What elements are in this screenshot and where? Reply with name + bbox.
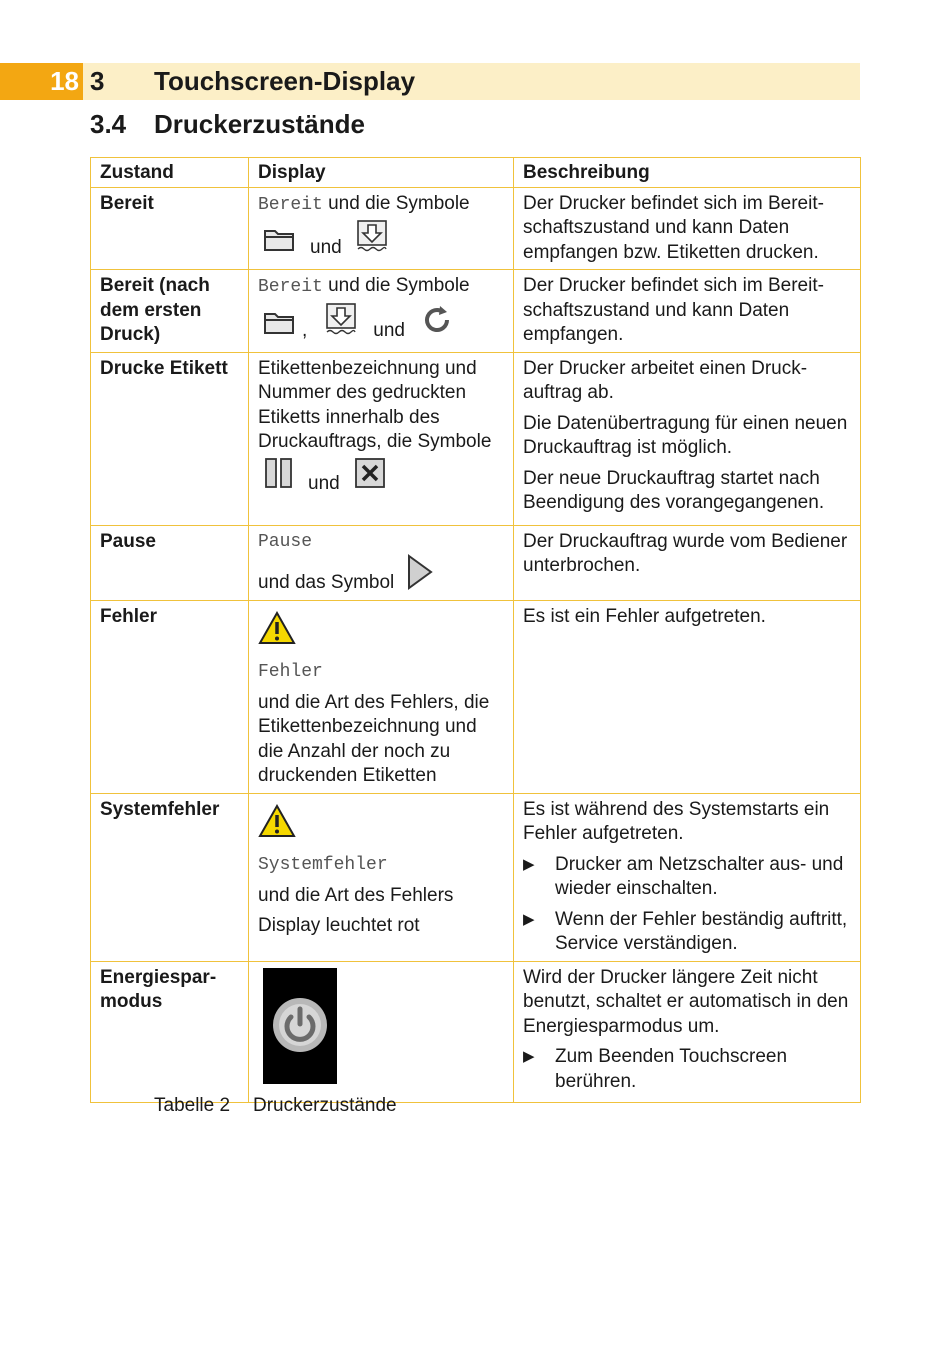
description-paragraph: Der Drucker arbeitet einen Druck-auftrag ab. [523, 357, 808, 403]
display-code: Pause [258, 531, 313, 552]
description-cell: Es ist ein Fehler aufgetreten. [514, 600, 861, 793]
state-cell: Bereit (nach dem ersten Druck) [91, 270, 249, 353]
description-paragraph: Der neue Druckauftrag startet nach Beendigung des vorangegangenen. [523, 467, 825, 513]
folder-icon [262, 225, 296, 261]
display-text: und das Symbol [258, 572, 395, 593]
table-row [91, 352, 861, 525]
bullet-text: Wenn der Fehler beständig auftritt, Service verständigen. [555, 908, 848, 954]
warning-icon [258, 611, 296, 653]
column-header-display: Display [249, 158, 514, 188]
bullet-text: Zum Beenden Touchscreen berühren. [555, 1046, 788, 1092]
description-paragraph: Wird der Drucker längere Zeit nicht benutzt, schaltet er automatisch in den Energiesparmodus um. [523, 966, 849, 1037]
state-cell: Drucke Etikett [91, 352, 249, 525]
section-title: Druckerzustände [154, 109, 365, 139]
bullet-arrow-icon: ▶ [523, 855, 535, 873]
refresh-icon [421, 304, 453, 344]
play-icon [406, 554, 434, 598]
display-text: Etikettenbezeichnung und Nummer des gedruckten Etiketts innerhalb des Druckauftrags, die Symbole [258, 357, 492, 452]
bullet-text: Drucker am Netzschalter aus- und wieder einschalten. [555, 853, 844, 899]
display-text: und die Art des Fehlers [258, 884, 454, 906]
bullet-item [523, 908, 852, 957]
table-row [91, 525, 861, 600]
column-header-description: Beschreibung [514, 158, 861, 188]
chapter-number: 3 [90, 66, 105, 96]
description-cell [514, 961, 861, 1102]
bullet-arrow-icon: ▶ [523, 910, 535, 928]
separator-text: , [302, 319, 308, 341]
icon-line [258, 302, 505, 344]
table-row [91, 793, 861, 961]
folder-icon [262, 308, 296, 344]
description-cell [514, 352, 861, 525]
table-row [91, 600, 861, 793]
table-caption-text: Druckerzustände [253, 1095, 397, 1116]
description-cell [514, 793, 861, 961]
display-cell [249, 525, 514, 600]
chapter-title: Touchscreen-Display [154, 66, 416, 96]
display-code: Fehler [258, 662, 323, 682]
display-text: und die Symbole [328, 192, 470, 214]
warning-icon [258, 804, 296, 846]
display-code: Bereit [258, 194, 323, 215]
description-cell: Der Drucker befindet sich im Bereit-schaftszustand und kann Daten empfangen. [514, 270, 861, 353]
display-text: und die Symbole [328, 275, 470, 296]
column-header-state: Zustand [91, 158, 249, 188]
state-cell: Energiespar-modus [91, 961, 249, 1102]
display-text: und die Art des Fehlers, die Etikettenbezeichnung und die Anzahl der noch zu druckenden Etiketten [258, 691, 490, 786]
page-number: 18 [0, 63, 83, 100]
description-cell: Der Drucker befindet sich im Bereit-schaftszustand und kann Daten empfangen bzw. Etiketten drucken. [514, 187, 861, 270]
state-cell: Systemfehler [91, 793, 249, 961]
display-cell [249, 600, 514, 793]
display-cell [249, 352, 514, 525]
table-row [91, 270, 861, 353]
display-cell [249, 270, 514, 353]
connector-text: und [310, 237, 342, 258]
connector-text: und [373, 319, 405, 341]
display-cell [249, 187, 514, 270]
section-number: 3.4 [90, 109, 127, 139]
table-caption-label: Tabelle 2 [154, 1095, 231, 1116]
icon-line [258, 219, 505, 261]
download-icon [356, 219, 388, 261]
display-code: Systemfehler [258, 855, 388, 875]
chapter-header-band [0, 63, 860, 100]
bullet-item [523, 1045, 852, 1094]
state-cell: Fehler [91, 600, 249, 793]
display-text-secondary: Display leuchtet rot [258, 915, 420, 936]
pause-icon [264, 457, 294, 497]
icon-line [258, 457, 505, 497]
description-paragraph: Es ist während des Systemstarts ein Fehler aufgetreten. [523, 798, 830, 844]
display-cell [249, 793, 514, 961]
download-icon [325, 302, 357, 344]
power-screen [263, 968, 337, 1084]
cancel-icon [354, 457, 386, 497]
table-header-row [91, 158, 861, 188]
table-row [91, 187, 861, 270]
description-cell: Der Druckauftrag wurde vom Bediener unterbrochen. [514, 525, 861, 600]
bullet-arrow-icon: ▶ [523, 1048, 535, 1065]
description-paragraph: Die Datenübertragung für einen neuen Druckauftrag ist möglich. [523, 412, 848, 458]
display-cell [249, 961, 514, 1102]
power-icon [271, 996, 329, 1062]
connector-text: und [308, 472, 340, 494]
display-code: Bereit [258, 277, 323, 297]
state-cell: Pause [91, 525, 249, 600]
state-cell: Bereit [91, 187, 249, 270]
table-row [91, 961, 861, 1102]
printer-states-table [90, 157, 861, 1103]
bullet-item [523, 853, 852, 902]
